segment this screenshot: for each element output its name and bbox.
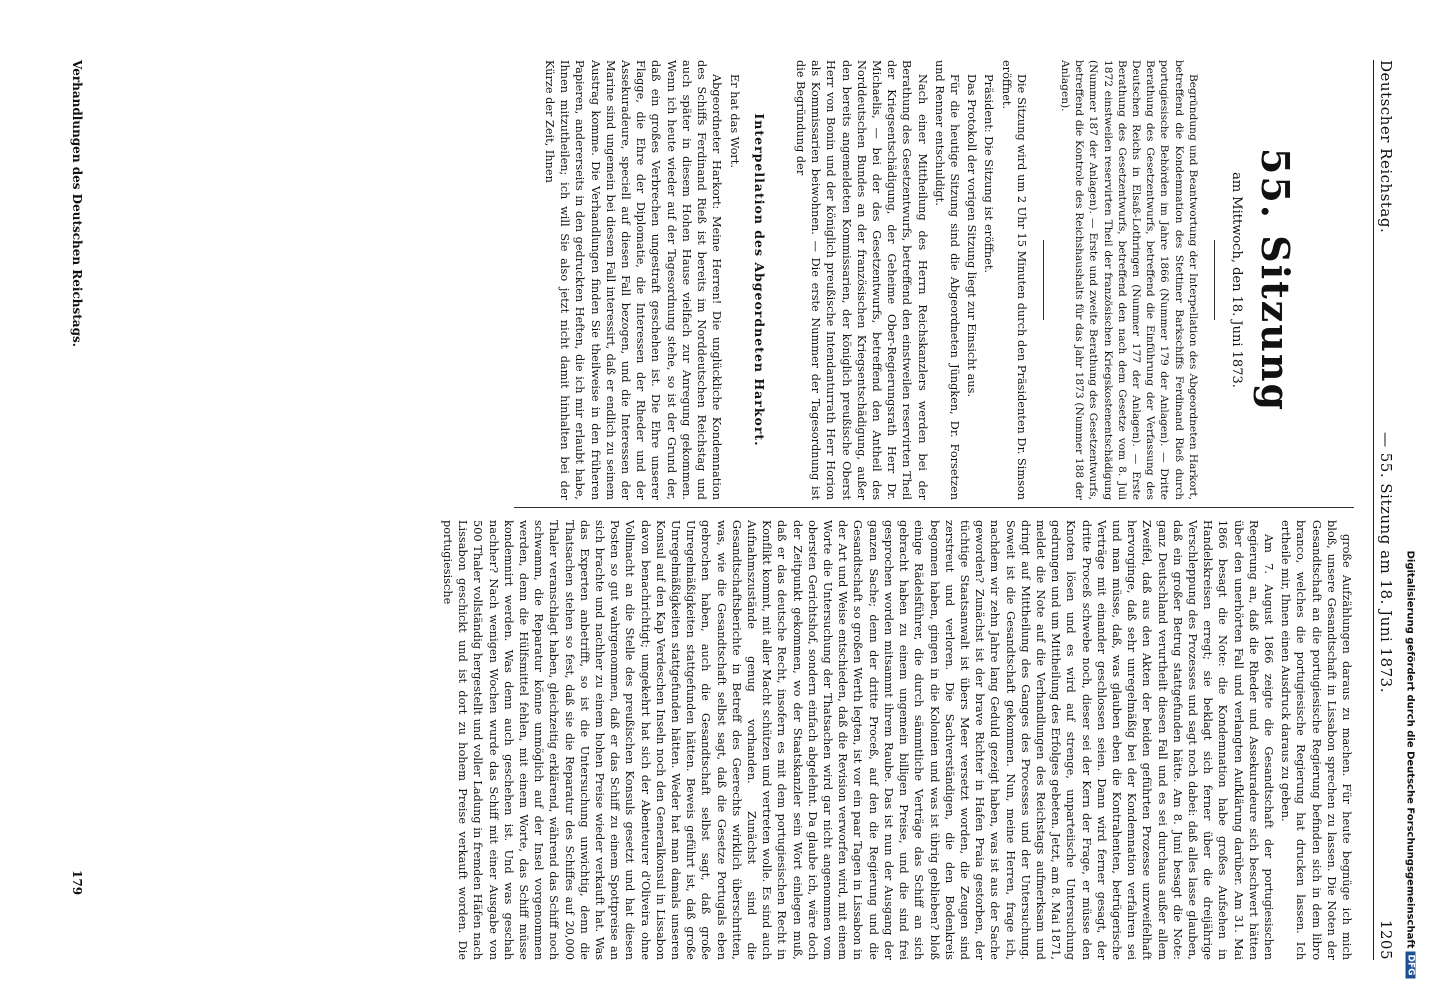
separator-rule: [1043, 240, 1044, 320]
page-number: 1205: [1377, 919, 1395, 960]
header-middle: — 55. Sitzung am 18. Juni 1873.: [1377, 432, 1395, 693]
left-column: [540, 60, 1354, 500]
running-header: [1373, 60, 1400, 960]
agenda-summary: Begründung und Beantwortung der Interpellation des Abgeordneten Harkort, betreffend die Kondemnation des Stettiner Barkschiffs Ferdinand Rieß durch portugiesische Behörden im Jahre 1866 (Nummer 179 der Anlagen). — Dritte Berathung des Gesetzentwurfs, betreffend die Einführung der Verfassung des Deutschen Reichs in Elsaß-Lothringen (Nummer 177 der Anlagen). — Erste Berathung des Gesetzentwurfs, betreffend den nach dem Gesetze vom 8. Juli 1872 einstweilen reservirten Theil der französischen Kriegskostenentschädigung (Nummer 187 der Anlagen). — Erste und zweite Berathung des Gesetzentwurfs, betreffend die Kontrole des Reichshaushalts für das Jahr 1873 (Nummer 188 der Anlagen).: [1058, 60, 1199, 500]
dfg-logo: DFG: [1406, 951, 1416, 978]
paragraph: Für die heutige Sitzung sind die Abgeordneten Jüngken, Dr. Forsetzen und Renner entschuldigt.: [932, 60, 961, 500]
signature-number: 179: [70, 870, 84, 896]
paragraph: Nach einer Mittheilung des Herrn Reichskanzlers werden bei der Berathung des Gesetzentwurfs, betreffend den einstweilen reservirten Theil der Kriegsentschädigung, der Geheime Ober-Regierungsrath Herr Dr. Michaelis, — bei der des Gesetzentwurfs, betreffend den Antheil des Norddeutschen Bundes an der französischen Kriegsentschädigung, außer den bereits angemeldeten Kommissarien, der königlich preußische Oberst Herr von Bonin und der königlich preußische Intendanturrath Herr Horion als Kommissarien beiwohnen. — Die erste Nummer der Tagesordnung ist die Begründung der: [793, 60, 929, 500]
digitization-text: Digitalisierung gefördert durch die Deutsche Forschungsgemeinschaft: [1404, 550, 1416, 949]
paragraph: Die Sitzung wird um 2 Uhr 15 Minuten durch den Präsidenten Dr. Simson eröffnet.: [999, 60, 1028, 500]
footer-title: Verhandlungen des Deutschen Reichstags.: [70, 60, 84, 347]
paragraph: Am 7. August 1866 zeigte die Gesandtschaft der portugiesischen Regierung an, daß die Rheder und Assekuradeure sich beschwert hätten über den unerhörten Fall und verlangten Aufklärung darüber. Am 31. Mai 1866 besagt die Note: die Kondemnation habe großes Aufsehen in Handelskreisen erregt; sie beklagt sich ferner über die dreijährige Verschleppung des Prozesses und sagt noch dabei: daß alles lasse glauben, daß ein großer Betrug stattgefunden hätte. Am 8. Juni besagt die Note: ganz Deutschland verurtheilt diesen Fall und es sei durchaus außer allem Zweifel, daß aus den Akten der beiden geführten Prozesse unzweifelhaft hervorginge, daß sehr unregelmäßig bei der Kondemnation verfahren sei und man müsse, daß, was glauben eben die Kontrahenten, betrügerische Verträge mit einander geschlossen seien. Dann wird ferner gesagt, der dritte Proceß schwebe noch, dieser sei der Kern der Frage, er müsse den Knoten lösen und es wird auf strenge, unparteiische Untersuchung gedrungen und um Mittheilung des Erfolges gebeten. Jetzt, am 8. Mai 1871, meldet die Note auf die Verhandlungen des Reichstags aufmerksam und dringt auf Mittheilung des Ganges des Processes und der Untersuchung. Soweit ist die Gesandtschaft gekommen. Nun, meine Herren, frage ich, nachdem wir zehn Jahre lang Geduld gezeigt haben, was ist aus der Sache geworden? Zunächst ist der brave Richter in Hafen Praia gestorben, der tüchtige Staatsanwalt ist übers Meer versetzt worden, die Zeugen sind zerstreut und verloren. Die Sachverständigen, die den Bodenkreis begonnen haben, gingen in die Kolonien und was ist übrig geblieben? bloß einige Rädelsführer, die durch sämmtliche Verträge das Schiff an sich gebracht haben zu einem ungemein billigen Preise, und die sind frei gesprochen worden mitsammt ihrem Raube. Das ist nun der Ausgang der ganzen Sache; denn der dritte Proceß, auf den die Regierung und die Gesandtschaft so großen Werth legten, ist vor ein paar Tagen in Lissabon in der Art und Weise entschieden, daß die Revision verworfen wird, mit einem Worte die Untersuchung der Thatsachen wird gar nicht angenommen vom obersten Gerichtshof, sondern einfach abgelehnt. Da glaube ich, wäre doch der Zeitpunkt gekommen, wo der Staatskanzler sein Wort einlegen muß, daß er das deutsche Recht, insofern es mit dem portugiesischen Recht in Konflikt kommt, mit aller Macht schützen und vertreten wolle. Es sind auch Aufnahmszustände genug vorhanden. Zunächst sind die Gesandtschaftsberichte in Betreff des Geerechts wirklich überschritten, was, wie die Gesandtschaft selbst sagt, daß die Gesetze Portugals eben gebrochen haben, auch die Gesandtschaft selbst sagt, daß große Unregelmäßigkeiten stattgefunden hätten. Beweis geführt ist, daß große Unregelmäßigkeiten stattgefunden hätten. Weder hat man damals unseren Konsul auf den Kap Verdeschen Inseln noch den Generalkonsul in Lissabon davon benachrichtigt; umgekehrt hat sich der Abenteurer d'Oliveira ohne Vollmacht an die Stelle des preußischen Konsuls gesetzt und hat diesen Posten so gut wahrgenommen, daß er das Schiff zu einem Spottpreise an sich brachte und nachher zu einem hohen Preise wieder verkauft hat. Was das Experten anbetrifft, so ist die Untersuchung unwichtig, denn die Thatsachen stehen so fest, daß sie die Reparatur des Schiffes auf 20,000 Thaler veranschlagt haben, gleichzeitig erklärend, während das Schiff noch schwamm, die Reparatur könne unmöglich auf der Insel vorgenommen werden, denn die Hülfsmittel fehlen, mit einem Worte, das Schiff müsse kondemnirt werden. Was denn auch geschehen ist. Und was geschah nachher? Nach wenigen Wochen wurde das Schiff mit einer Ausgabe von 500 Thaler vollständig hergestellt und voller Ladung in fremden Häfen nach Lissabon geschickt und ist dort zu hohem Preise verkauft worden. Die portugiesische: [441, 520, 1275, 960]
paragraph: Präsident: Die Sitzung ist eröffnet.: [982, 74, 996, 273]
session-date: am Mittwoch, den 18. Juni 1873.: [1229, 172, 1244, 388]
paragraph: Das Protokoll der vorigen Sitzung liegt zur Einsicht aus.: [965, 74, 979, 398]
separator-rule: [1214, 240, 1215, 320]
section-heading: Interpellation des Abgeordneten Harkort.: [751, 113, 767, 447]
right-column: [438, 520, 1354, 960]
header-left: Deutscher Reichstag.: [1377, 60, 1395, 234]
paragraph: Abgeordneter Harkort: Meine Herren! Die unglückliche Kondemnation des Schiffs Ferdinand Rieß ist bereits im Norddeutschen Reichstag und auch später in diesem Hohen Hause vielfach zur Anregung gekommen. Wenn ich heute wieder auf der Tagesordnung stehe, so ist der Grund der, daß ein großes Verbrechen ungestraft geschehen ist. Die Ehre unserer Flagge, die Ehre der Diplomatie, die Interessen der Rheder und der Assekuradeure, speciell auf diesen Fall bezogen, und die Interessen der Marine sind ungemein bei diesem Fall interessirt, daß er endlich zu seinem Austrag komme. Die Verhandlungen finden Sie theilweise in den früheren Papieren, andererseits in den gedruckten Heften, die ich mir erlaubt habe, Ihnen mitzutheilen; ich will Sie also jetzt nicht damit hinhalten bei der Kürze der Zeit, Ihnen: [543, 60, 724, 500]
document-page: [20, 10, 1412, 990]
column-divider: [514, 507, 1354, 508]
digitization-note: [1398, 12, 1422, 988]
paragraph: Er hat das Wort.: [727, 74, 741, 168]
paragraph: große Aufzählungen daraus zu machen. Für heute begnüge ich mich bloß, unsere Gesandtschaft in Lissabon sprechen zu lassen. Die Noten der Gesandtschaft an die portugiesische Regierung befinden sich in dem libro branco, welches die portugiesische Regierung hat drucken lassen. Ich ertheile mir, Ihnen einen Ausdruck daraus zu geben.: [1279, 520, 1353, 960]
session-title: 55. Sitzung: [1253, 147, 1298, 413]
